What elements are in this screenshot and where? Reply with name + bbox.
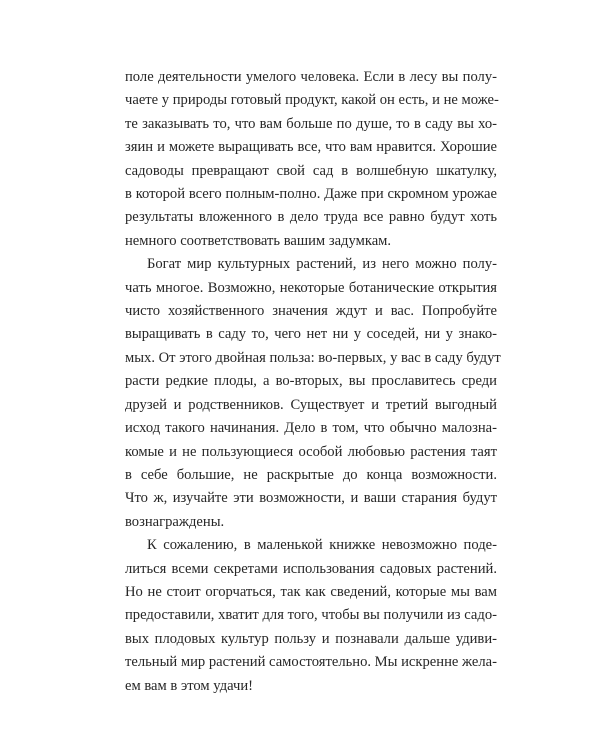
text-line: вознаграждены. [125,513,225,530]
text-line: тельный мир растений самостоятельно. Мы искренне жела- [125,654,497,671]
text-line: выращивать в саду то, чего нет ни у соседей, ни у знако- [125,326,497,343]
text-line: мых. От этого двойная польза: во-первых, у вас в саду будут [125,349,501,366]
text-line: Богат мир культурных растений, из него можно полу- [147,256,497,273]
text-line: садоводы превращают свой сад в волшебную шкатулку, [125,162,497,179]
text-line: зяин и можете выращивать все, что вам нравится. Хорошие [125,139,497,156]
text-line: немного соответствовать вашим задумкам. [125,232,392,249]
text-line: те заказывать то, что вам больше по душе, то в саду вы хо- [125,115,497,132]
text-line: расти редкие плоды, а во-вторых, вы прославитесь среди [125,373,497,390]
text-line: в которой всего полным-полно. Даже при скромном урожае [125,186,497,203]
body-text [125,66,501,698]
text-line: в себе большие, не раскрытые до конца возможности. [125,466,497,483]
text-line: Что ж, изучайте эти возможности, и ваши старания будут [125,490,497,507]
text-line: К сожалению, в маленькой книжке невозможно поде- [147,537,497,554]
text-line: предоставили, хватит для того, чтобы вы получили из садо- [125,607,497,624]
text-line: результаты вложенного в дело труда все равно будут хоть [125,209,497,226]
text-line: комые и не пользующиеся особой любовью растения таят [125,443,497,460]
text-line: чаете у природы готовый продукт, какой он есть, и не може- [125,92,499,109]
text-line: ем вам в этом удачи! [125,677,254,694]
paragraph-1 [125,66,497,253]
text-line: вых плодовых культур пользу и познавали дальше удиви- [125,630,497,647]
text-line: исход такого начинания. Дело в том, что обычно малозна- [125,420,497,437]
paragraph-3 [125,534,497,698]
text-line: чисто хозяйственного значения ждут и вас. Попробуйте [125,303,497,320]
text-line: Но не стоит огорчаться, так как сведений, которые мы вам [125,583,497,600]
text-line: поле деятельности умелого человека. Если в лесу вы полу- [125,69,497,85]
text-line: друзей и родственников. Существует и третий выгодный [125,396,497,413]
text-line: литься всеми секретами использования садовых растений. [125,560,497,577]
paragraph-2 [125,253,501,534]
text-line: чать многое. Возможно, некоторые ботанические открытия [125,279,497,296]
